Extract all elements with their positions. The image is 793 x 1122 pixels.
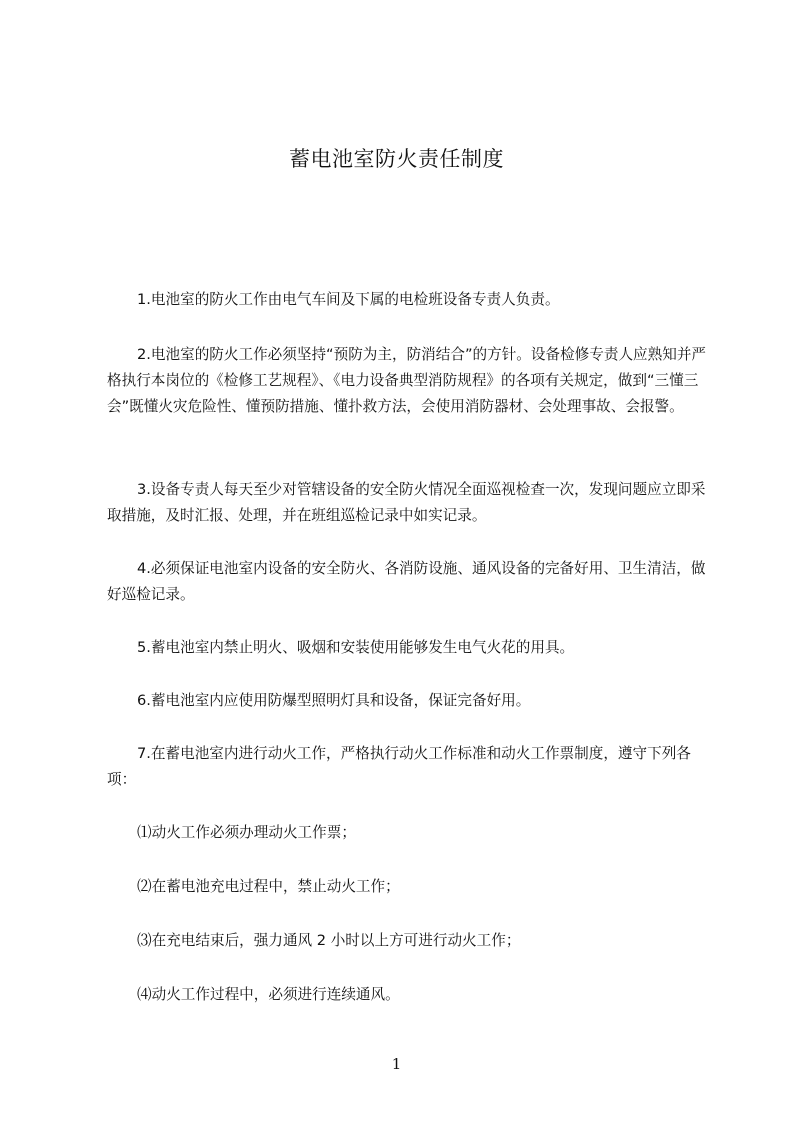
paragraph-2: 2.电池室的防火工作必须坚持“预防为主，防消结合”的方针。设备检修专责人应熟知并严格执行本岗位的《检修工艺规程》、《电力设备典型消防规程》的各项有关规定，做到“三懂三会”既懂火灾危险性、懂预防措施、懂扑救方法，会使用消防器材、会处理事故、会报警。 bbox=[107, 346, 707, 415]
sub-item-3: ⑶在充电结束后，强力通风 2 小时以上方可进行动火工作； bbox=[137, 932, 521, 949]
paragraph-7: 7.在蓄电池室内进行动火工作，严格执行动火工作标准和动火工作票制度，遵守下列各项： bbox=[107, 745, 691, 788]
sub-item-2: ⑵在蓄电池充电过程中，禁止动火工作； bbox=[137, 878, 400, 895]
document-title: 蓄电池室防火责任制度 bbox=[289, 147, 504, 171]
paragraph-3: 3.设备专责人每天至少对管辖设备的安全防火情况全面巡视检查一次，发现问题应立即采取措施，及时汇报、处理，并在班组巡检记录中如实记录。 bbox=[107, 481, 706, 524]
paragraph-4: 4.必须保证电池室内设备的安全防火、各消防设施、通风设备的完备好用、卫生清洁，做好巡检记录。 bbox=[107, 560, 706, 603]
paragraph-1: 1.电池室的防火工作由电气车间及下属的电检班设备专责人负责。 bbox=[137, 291, 560, 308]
paragraph-6: 6.蓄电池室内应使用防爆型照明灯具和设备，保证完备好用。 bbox=[137, 692, 531, 709]
page-number: 1 bbox=[391, 1055, 402, 1073]
sub-item-1: ⑴动火工作必须办理动火工作票； bbox=[137, 824, 356, 841]
sub-item-4: ⑷动火工作过程中，必须进行连续通风。 bbox=[137, 986, 400, 1003]
paragraph-5: 5.蓄电池室内禁止明火、吸烟和安装使用能够发生电气火花的用具。 bbox=[137, 639, 575, 656]
